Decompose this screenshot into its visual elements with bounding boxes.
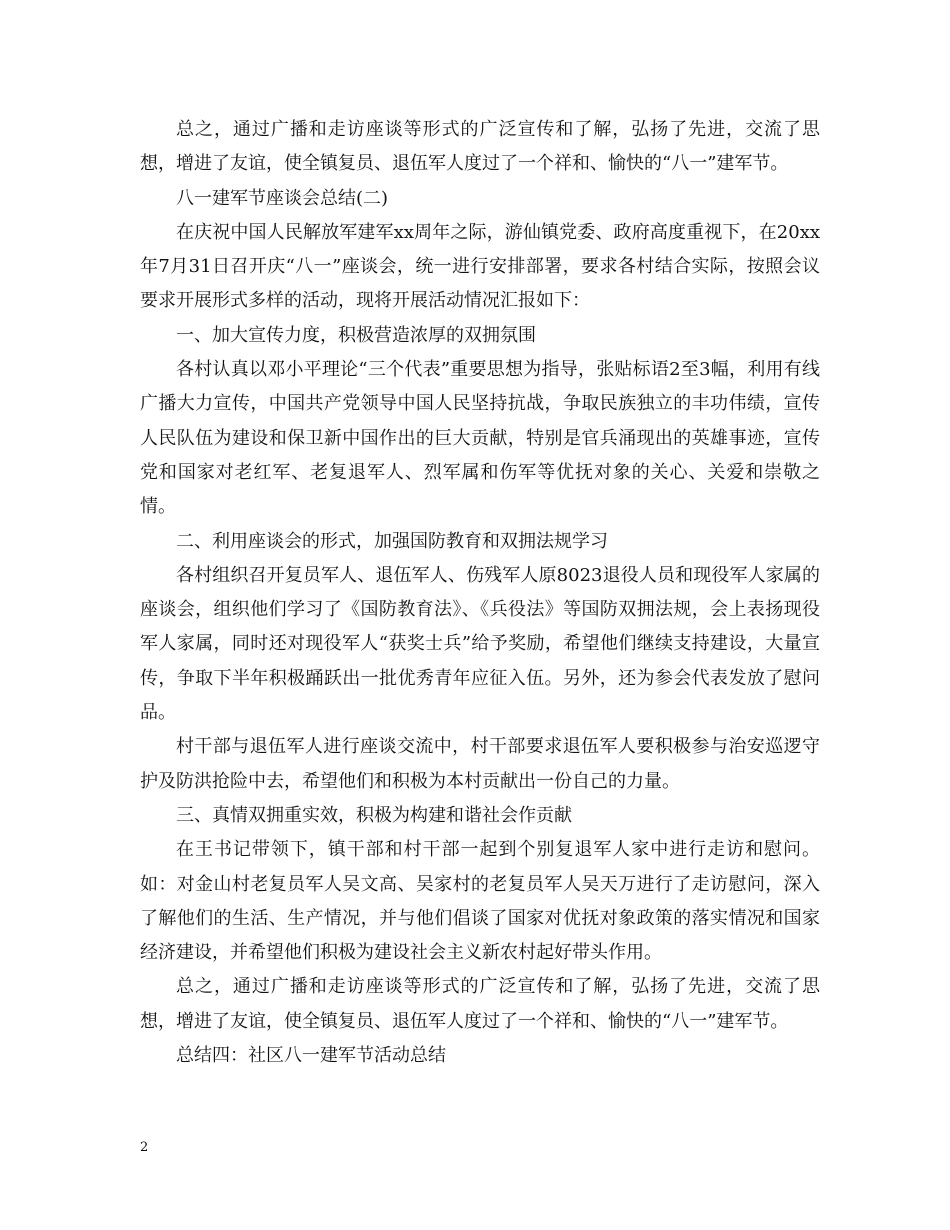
paragraph-summary-2: 总之，通过广播和走访座谈等形式的广泛宣传和了解，弘扬了先进，交流了思想，增进了友谊，使全镇复员、退伍军人度过了一个祥和、愉快的“八一”建军节。 — [140, 976, 820, 1032]
paragraph-forum: 各村组织召开复员军人、退伍军人、伤残军人原8023退役人员和现役军人家属的座谈会，组织他们学习了《国防教育法》、《兵役法》等国防双拥法规，会上表扬现役军人家属，同时还对现役军人“获奖士兵”给予奖励，希望他们继续支持建设，大量宣传，争取下半年积极踊跃出一批优秀青年应征入伍。另外，还为参会代表发放了慰问品。 — [140, 564, 820, 724]
paragraph-visits: 在王书记带领下，镇干部和村干部一起到个别复退军人家中进行走访和慰问。如：对金山村老复员军人吴文高、吴家村的老复员军人吴天万进行了走访慰问，深入了解他们的生活、生产情况，并与他们倡谈了国家对优抚对象政策的落实情况和国家经济建设，并希望他们积极为建设社会主义新农村起好带头作用。 — [140, 839, 820, 964]
paragraph-publicity: 各村认真以邓小平理论“三个代表”重要思想为指导，张贴标语2至3幅，利用有线广播大力宣传，中国共产党领导中国人民坚持抗战，争取民族独立的丰功伟绩，宣传人民队伍为建设和保卫新中国作出的巨大贡献，特别是官兵涌现出的英雄事迹，宣传党和国家对老红军、老复退军人、烈军属和伤军等优抚对象的关心、关爱和崇敬之情。 — [140, 359, 820, 518]
paragraph-summary-1: 总之，通过广播和走访座谈等形式的广泛宣传和了解，弘扬了先进，交流了思想，增进了友谊，使全镇复员、退伍军人度过了一个祥和、愉快的“八一”建军节。 — [140, 119, 820, 175]
paragraph-intro: 在庆祝中国人民解放军建军xx周年之际，游仙镇党委、政府高度重视下，在20xx年7月31日召开庆“八一”座谈会，统一进行安排部署，要求各村结合实际，按照会议要求开展形式多样的活动，现将开展活动情况汇报如下： — [140, 221, 820, 312]
page-number: 2 — [140, 1140, 149, 1155]
heading-three: 三、真情双拥重实效，积极为构建和谐社会作贡献 — [176, 804, 572, 826]
section-title-2: 八一建军节座谈会总结(二) — [176, 187, 389, 209]
heading-two: 二、利用座谈会的形式，加强国防教育和双拥法规学习 — [176, 530, 608, 552]
paragraph-village-cadres: 村干部与退伍军人进行座谈交流中，村干部要求退伍军人要积极参与治安巡逻守护及防洪抢险中去，希望他们和积极为本村贡献出一份自己的力量。 — [140, 736, 820, 792]
heading-one: 一、加大宣传力度，积极营造浓厚的双拥氛围 — [176, 324, 536, 346]
document-body — [140, 113, 820, 1073]
section-title-4: 总结四：社区八一建军节活动总结 — [176, 1045, 446, 1067]
